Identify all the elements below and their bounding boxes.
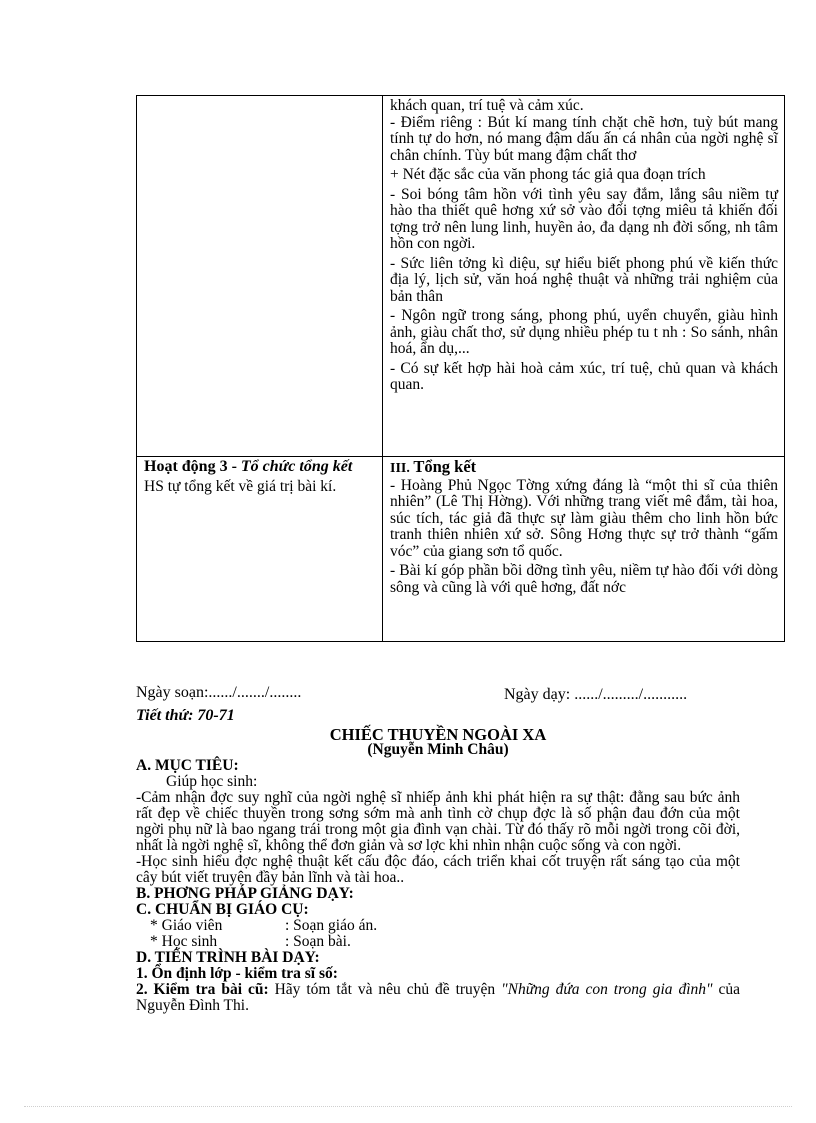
table-paragraph: - Điểm riêng : Bút kí mang tính chặt chẽ hơn, tuỳ bút mang tính tự do hơn, nó mang đậm dấu ấn cá nhân của ngời nghệ sĩ chân chính. Tùy bút mang đậm chất thơ [390, 113, 778, 164]
heading-procedure: D. TIẾN TRÌNH BÀI DẠY: [136, 949, 320, 966]
materials-student-label: * Học sinh [150, 933, 218, 950]
heading-objectives: A. MỤC TIÊU: [136, 757, 239, 774]
table-paragraph: - Có sự kết hợp hài hoà cảm xúc, trí tuệ, chủ quan và khách quan. [390, 359, 778, 393]
table-paragraph: - Ngôn ngữ trong sáng, phong phú, uyển chuyển, giàu hình ảnh, giàu chất thơ, sử dụng nhiều phép tu t nh : So sánh, nhân hoá, ẩn dụ,... [390, 307, 778, 357]
page-footer-divider [24, 1106, 792, 1107]
objectives-intro: Giúp học sinh: [166, 773, 258, 790]
lesson-title: CHIẾC THUYỀN NGOÀI XA [329, 725, 547, 744]
lesson-body [136, 758, 740, 1014]
activity-description: HS tự tổng kết về giá trị bài kí. [144, 477, 337, 495]
date-taught: Ngày dạy: ....../........./........... [504, 686, 688, 703]
materials-teacher-label: * Giáo viên [150, 917, 223, 934]
period-label: Tiết thứ: 70-71 [136, 707, 235, 724]
content-cell [383, 457, 785, 642]
lesson-author: (Nguyễn Minh Châu) [367, 741, 509, 758]
procedure-step-2-text: Hãy tóm tắt và nêu chủ đề truyện [268, 981, 502, 998]
table-paragraph: + Nét đặc sắc của văn phong tác giả qua đoạn trích [390, 166, 706, 183]
materials-student-value: : Soạn bài. [285, 933, 351, 950]
story-title: "Những đứa con trong gia đình" [501, 981, 713, 998]
table-paragraph: - Bài kí góp phần bồi dỡng tình yêu, niềm tự hào đối với dòng sông và cũng là với quê hơng, đất nớc [390, 562, 778, 596]
activity-title: Hoạt động 3 - [144, 458, 241, 475]
procedure-step-2 [136, 982, 740, 1014]
activity-cell [137, 457, 383, 642]
heading-materials: C. CHUẨN BỊ GIÁO CỤ: [136, 901, 309, 918]
table-paragraph: - Hoàng Phủ Ngọc Tờng xứng đáng là “một thi sĩ của thiên nhiên” (Lê Thị Hờng). Với những trang viết mê đắm, tài hoa, súc tích, tác giả đã thực sự làm giàu thêm cho linh hồn bức tranh thiên nhiên xứ sở. Sông Hơng thực sự trở thành “gấm vóc” của giang sơn tổ quốc. [390, 476, 778, 560]
heading-methods: B. PHƠNG PHÁP GIẢNG DẠY: [136, 885, 354, 902]
materials-teacher-value: : Soạn giáo án. [285, 917, 378, 934]
lesson-plan-table [136, 95, 785, 642]
procedure-step-2-tail: của Nguyễn Đình Thi. [136, 981, 740, 1014]
activity-subtitle: Tổ chức tổng kết [240, 458, 353, 475]
objective-paragraph: -Cảm nhận đợc suy nghĩ của ngời nghệ sĩ nhiếp ảnh khi phát hiện ra sự thật: đằng sau bức ảnh rất đẹp về chiếc thuyền trong sơng sớm mà anh tình cờ chụp đợc là số phận đau đớn của một ngời phụ nữ là bao ngang trái trong một gia đình vạn chài. Từ đó thấy rõ mỗi ngời trong cõi đời, nhất là ngời nghệ sĩ, không thể đơn giản và sơ lợc khi nhìn nhận cuộc sống và con ngời. [136, 789, 740, 854]
procedure-step-1: 1. Ổn định lớp - kiểm tra sĩ số: [136, 965, 338, 982]
table-row [137, 457, 785, 642]
section-heading: Tổng kết [413, 457, 477, 476]
activity-cell-empty [137, 96, 383, 457]
table-paragraph: - Sức liên tởng kì diệu, sự hiểu biết phong phú về kiến thức địa lý, lịch sử, văn hoá nghệ thuật và những trải nghiệm của bản thân [390, 254, 778, 305]
objective-paragraph: -Học sinh hiểu đợc nghệ thuật kết cấu độc đáo, cách triển khai cốt truyện rất sáng tạo của một cây bút viết truyện đầy bản lĩnh và tài hoa.. [136, 853, 740, 886]
content-cell [383, 96, 785, 457]
table-row [137, 96, 785, 457]
procedure-step-2-label: 2. Kiểm tra bài cũ: [136, 981, 269, 998]
table-paragraph: - Soi bóng tâm hồn với tình yêu say đắm, lắng sâu niềm tự hào tha thiết quê hơng xứ sở vào đối tợng miêu tả khiến đối tợng trở nên lung linh, huyền ảo, đa dạng nh đời sống, nh tâm hồn con ngời. [390, 185, 778, 252]
date-prepared: Ngày soạn:....../......./........ [136, 684, 302, 701]
table-paragraph: khách quan, trí tuệ và cảm xúc. [390, 97, 584, 114]
section-number: III. [390, 461, 414, 476]
